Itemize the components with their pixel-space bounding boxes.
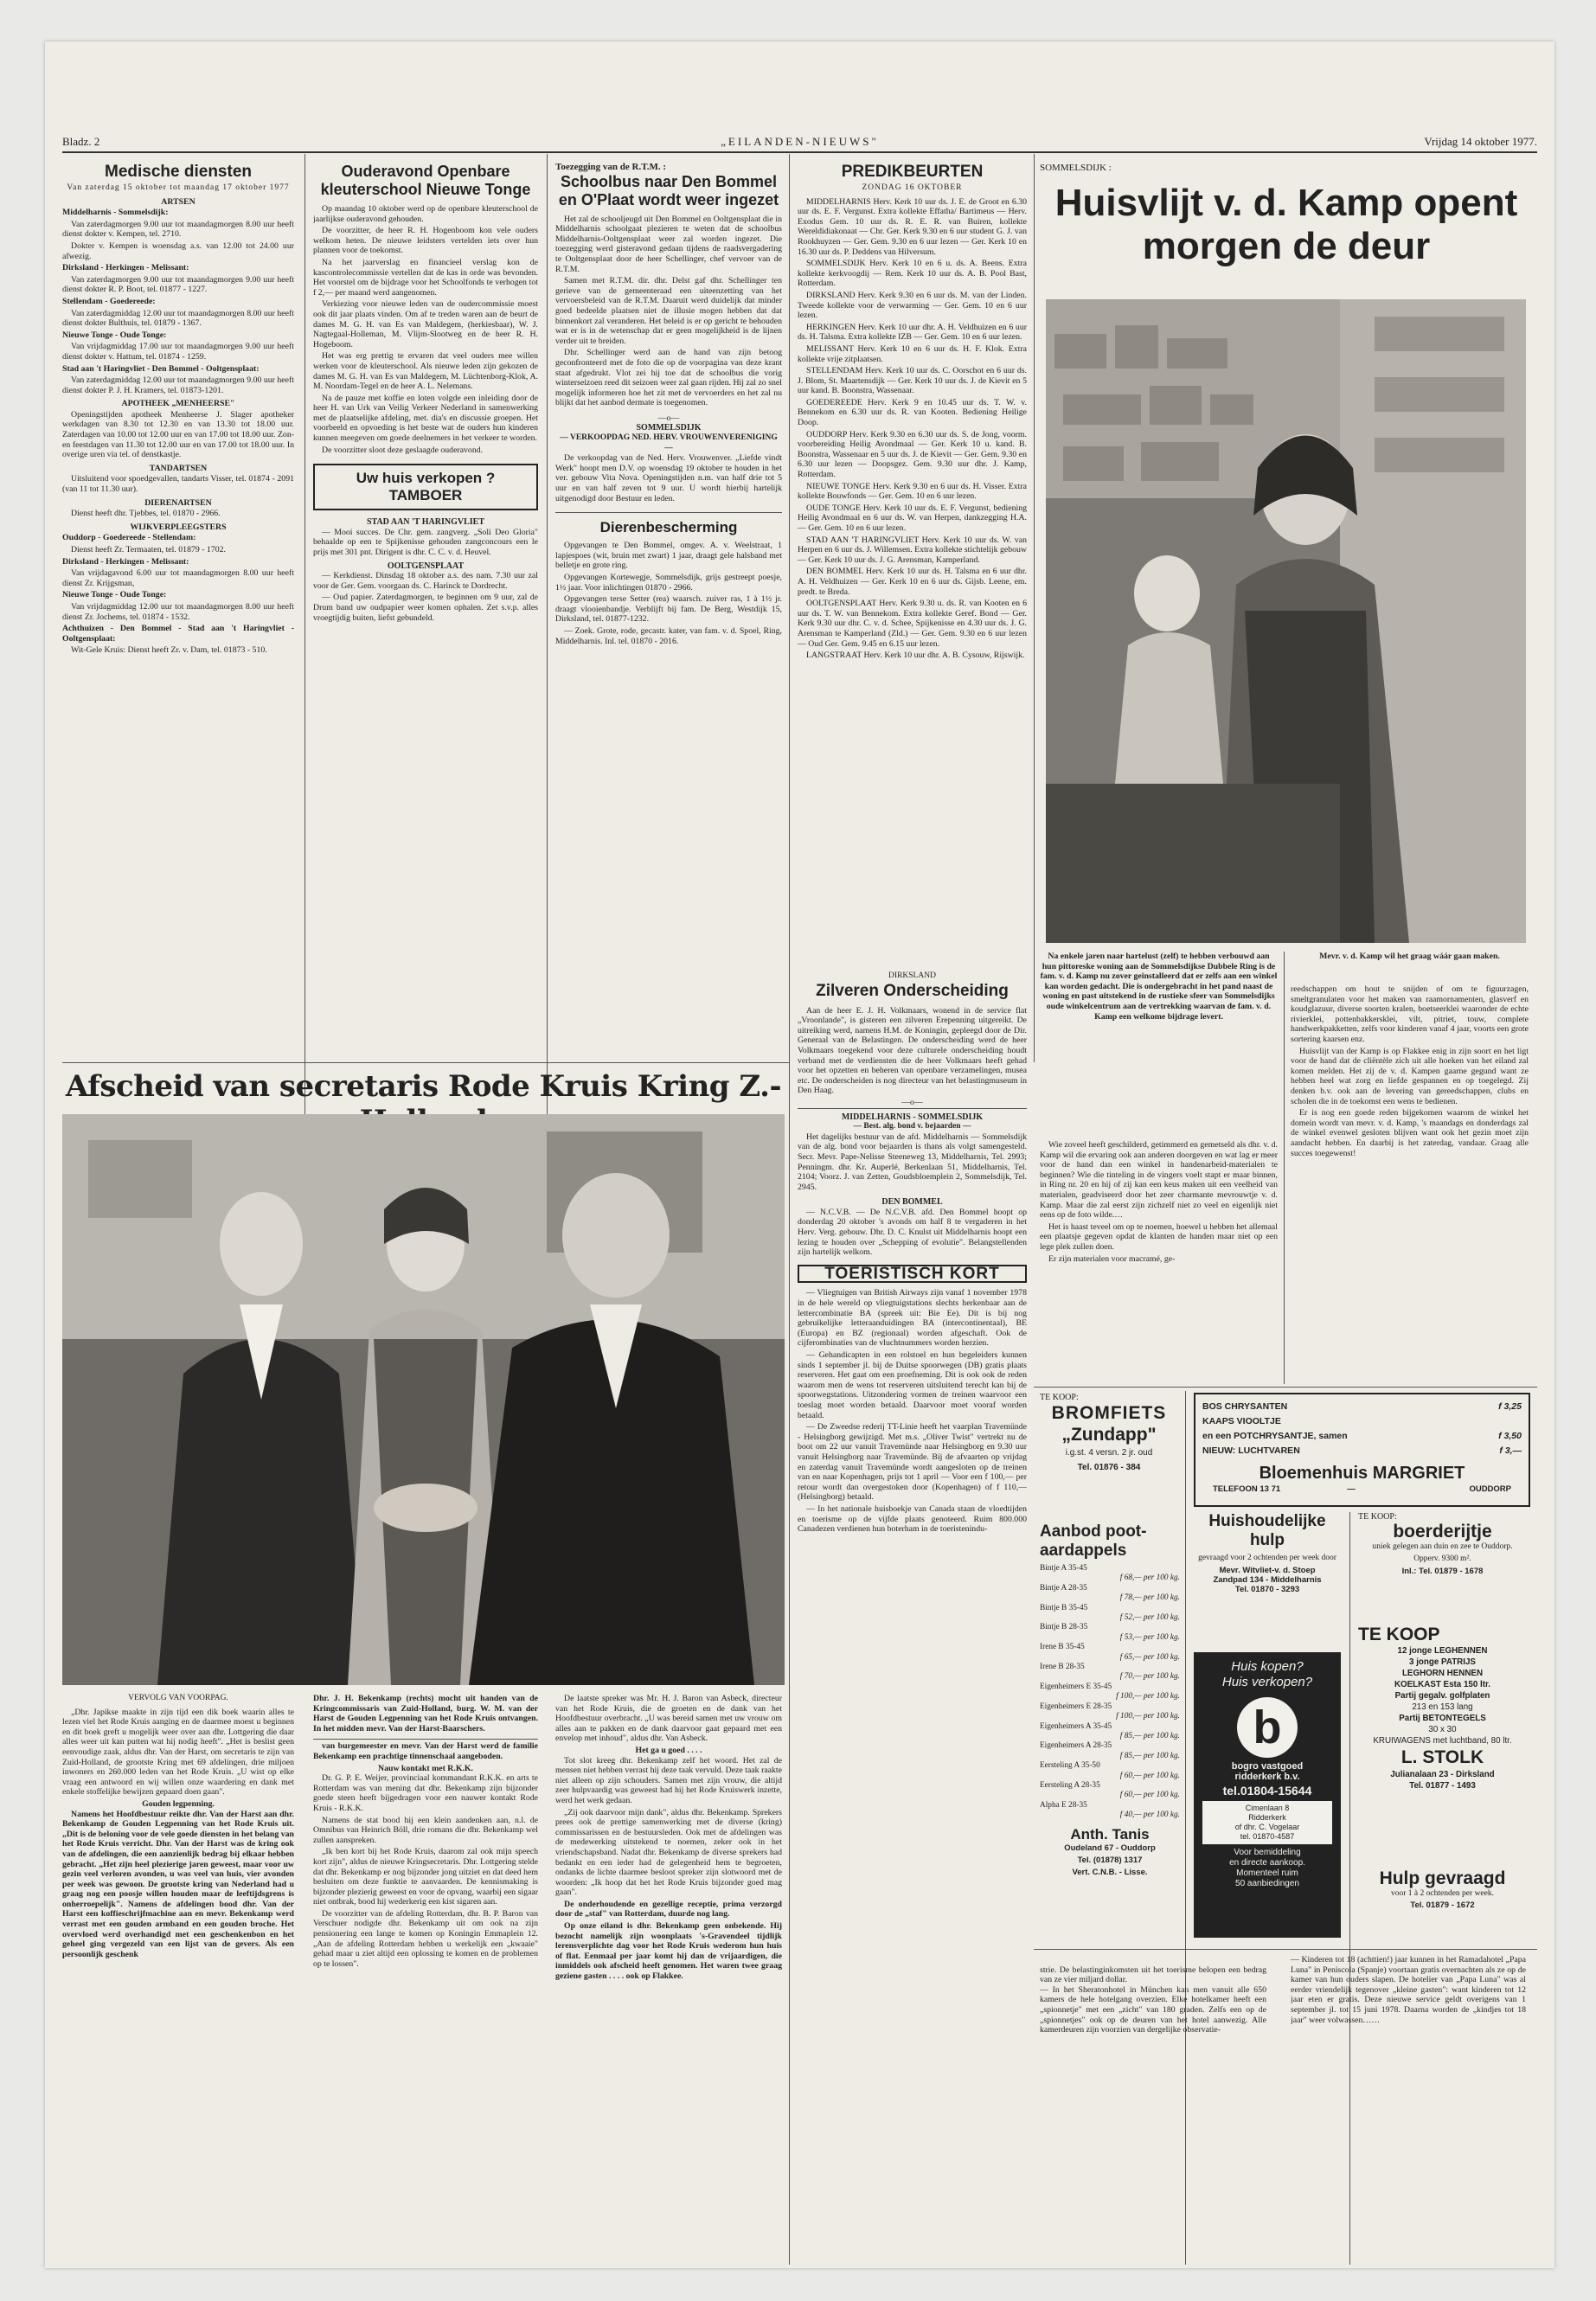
afscheid-c3-p2: Tot slot kreeg dhr. Bekenkamp zelf het woord. Het zal de mensen niet hebben verrast hij deze taak vervuld. Deze taak raakte niet alleen op zijn schouders. Samen met zijn vrouw, die altijd zeer hulpvaardig was geweest had hij het Rode Kruiswerk inzette, werd het werk gedaan. <box>555 1755 782 1805</box>
col-divider <box>1034 154 1035 1062</box>
huisvlijt-caption-right: Mevr. v. d. Kamp wil het graag wáár gaan maken. <box>1319 952 1500 961</box>
ornament: —o— <box>657 413 680 423</box>
aardappel-prijs: f 85,— per 100 kg. <box>1119 1731 1180 1740</box>
aardappel-rows <box>1040 1564 1180 1821</box>
toerisme-vervolg-left <box>1040 1955 1266 2249</box>
newspaper-page <box>45 42 1554 2268</box>
aardappel-prijs: f 100,— per 100 kg. <box>1116 1712 1180 1721</box>
huishoud-tel: Tel. 01870 - 3293 <box>1234 1585 1300 1594</box>
stolk-l6: 213 en 153 lang <box>1412 1702 1473 1712</box>
afscheid-c2-p1: van burgemeester en mevr. Van der Harst werd de familie Bekenkamp een prachtige tinnenschaal aangeboden. <box>313 1741 538 1761</box>
predik-para-13: LANGSTRAAT Herv. Kerk 10 uur dhr. A. B. Cysouw, Rijswijk. <box>806 651 1025 661</box>
somm-heading: SOMMELSDIJK <box>636 423 702 433</box>
toerisme-vervolg-right <box>1291 1955 1526 2249</box>
aardappel-firm: Anth. Tanis <box>1070 1825 1150 1843</box>
boerderij-text: uniek gelegen aan duin en zee te Ouddorp. <box>1372 1542 1513 1551</box>
medical-line-1: Middelharnis - Sommelsdijk: <box>62 208 169 218</box>
stolk-l4: KOELKAST Esta 150 ltr. <box>1394 1680 1491 1689</box>
aardappel-soort: Bintje B 28-35 <box>1040 1623 1088 1632</box>
zilver-title: Zilveren Onderscheiding <box>816 981 1009 1000</box>
rtm-body <box>555 215 782 408</box>
huishoud-naam: Mevr. Witvliet-v. d. Stoep <box>1219 1566 1316 1575</box>
medical-line-3: Dokter v. Kempen is woensdag a.s. van 12.00 tot 24.00 uur afwezig. <box>62 240 294 261</box>
ouderavond-para-0: Op maandag 10 oktober werd op de openbare kleuterschool de jaarlijkse ouderavond gehouden. <box>313 204 538 224</box>
zilveren-article <box>798 971 1027 2256</box>
ouderavond-para-6: De voorzitter sloot deze geslaagde ouderavond. <box>322 445 484 455</box>
afscheid-c2-p5: De voorzitter van de afdeling Rotterdam, dhr. B. P. Baron van Verschuer nodigde dhr. Bekenkamp uit om ook na zijn pensionering een lange te komen op Koningin Emmaplein 12. „Aan de afdeling Rotterdam hebben u werkelijk een „kwaaie" gehad maar u ziet altijd een oplossing te komen en de problemen op te lossen". <box>313 1908 538 1969</box>
huisvlijt-cap-left <box>1040 952 1278 1172</box>
predik-para-0: MIDDELHARNIS Herv. Kerk 10 uur ds. J. E. de Groot en 6.30 uur ds. E. F. Vergunst. Extra kollekte Effatha/ Bartimeus — Herv. Exodus Gem. 10 uur ds. R. E. R. van Buiren, kollekte Wereldidiakonaat — Chr. Ger. Kerk 9.30 en 6 uur student G. J. van Rookhuyzen — Ger. Gem. 9.30 en 6 uur lezen — Ger. Kerk 10 en 16.30 uur ds. P. Deddens van Hilversum. <box>798 196 1027 257</box>
tamboer-line2: TAMBOER <box>388 487 463 504</box>
margriet-ad <box>1194 1393 1530 1507</box>
stad-heading: STAD AAN 'T HARINGVLIET <box>366 517 485 528</box>
afscheid-c1-p1: „Dhr. Japikse maakte in zijn tijd een dik boek waarin alles te lezen viel het Rode Kruis aanging en de daarmee moest u beginnen en dit boek greft u mogelijk weer over aan dhr. Lottgering die daar alles weer uit kan putten wat hij nodig heeft". „Het is beslist geen eenvoudige zaak, aldus dhr. Van der Harst, om secretaris te zijn van Zuid-Holland, de grootste Kring met 69 afdelingen, drie miljoen inwoners en 260.000 leden van het Rode Kruis. „U wist op elke vraag een antwoord en wij willen onze waardering en dank met enkele stoffelijke bewijzen gepaard doen gaan". <box>62 1707 294 1798</box>
huisvlijt-p4: reedschappen om hout te snijden of om te figuurzagen, smeltgranulaten voor het maken van raamornamenten, glasverf en koudglazuur, diverse soorten kralen, boetseerklei waaronder de echte rivierklei, pottenbakkersklei, vilt, pitriet, touw, complete handwerkpakketten, zelfs voor kinderen vanaf 4 jaar, voorts een grote sortering kaarsen enz. <box>1291 984 1529 1044</box>
bommel-heading: DEN BOMMEL <box>881 1197 943 1208</box>
stad-text: — Mooi succes. De Chr. gem. zangverg. „Soli Deo Gloria" behaalde op een te Spijkenisse gehouden zangconcours een le prijs met 301 pnt. Dirigent is dhr. C. C. v. d. Heuvel. <box>313 527 538 558</box>
bromfiets-brand: „Zundapp" <box>1061 1425 1157 1445</box>
rtm-article <box>555 163 782 1058</box>
zilver-text: Aan de heer E. J. H. Volkmaars, wonend in de service flat „Vroonlande", is gisteren een zilveren Erepenning uitgereikt. De uitreiking werd, namens H.M. de Koningin, gepleegd door de Dir. Generaal van de Belastingen. De onderscheiding werd de heer Volkmaars toegekend voor deze culturele onderscheiding houdt verband met de verdiensten die de heer Volkmaars heeft gehad voor het opzetten en beheren van openbare verzamelingen, musea etc. De onderscheiden is nog directeur van het belastingmuseum in Den Haag. <box>798 1005 1027 1096</box>
tour-para-3: — In het nationale huisboekje van Canada staan de vloedtijden en toerisme op de vijfde plaats genoteerd. Ruim 800.000 Canadezen verdienen hun boterham in de toeristenindu- <box>798 1503 1027 1535</box>
aardappel-title: Aanbod poot-aardappels <box>1040 1522 1147 1560</box>
col-divider <box>547 154 548 1166</box>
bogro-l1: Huis kopen? <box>1231 1659 1304 1674</box>
ouderavond-title: Ouderavond Openbare kleuterschool Nieuwe Tonge <box>320 163 531 198</box>
hulp-text: voor 1 à 2 ochtenden per week. <box>1391 1889 1494 1898</box>
page-header <box>62 132 1537 153</box>
huishoud-ad <box>1194 1512 1341 1642</box>
hulp-ad <box>1358 1868 1527 1942</box>
medical-line-7: Van zaterdagmiddag 12.00 uur tot maandagmorgen 8.00 uur heeft dienst dokter Bulthuis, tel. 01879 - 1367. <box>62 308 294 329</box>
margriet-sep: — <box>1347 1484 1356 1494</box>
col-divider <box>304 154 305 1166</box>
col-divider <box>789 154 790 2265</box>
stolk-adres: Julianalaan 23 - Dirksland <box>1390 1770 1495 1779</box>
rtm-para-0: Het zal de schooljeugd uit Den Bommel en Ooltgensplaat die in Middelharnis schoolgaat plezieren te weten dat de schoolbus Middelharnis-Ooltgensplaat weer zal worden ingezet. Die toezegging werd gisteravond gedaan tijdens de raadsvergadering te Ooltgensplaat door de heer Schellinger, chef vervoer van de R.T.M. <box>555 214 782 274</box>
stolk-l8: 30 x 30 <box>1428 1725 1457 1734</box>
huisvlijt-photo <box>1046 299 1526 943</box>
afscheid-col-2 <box>313 1694 538 2256</box>
predikbeurten-article <box>798 163 1027 954</box>
medical-line-0: ARTSEN <box>161 196 195 207</box>
stolk-l2: 3 jonge PATRIJS <box>1409 1657 1476 1667</box>
medical-title: Medische diensten <box>105 163 252 181</box>
medical-line-10: Stad aan 't Haringvliet - Den Bommel - Ooltgensplaat: <box>62 363 260 374</box>
afscheid-c2-p4: „Ik ben kort bij het Rode Kruis, daarom zal ook mijn speech kort zijn", aldus de nieuwe Kringsecretaris. Dhr. Lottgering stelde dat dhr. Bekenkamp er nog bijzonder jong uitziet en dat deed hem besluiten om deze funktie te aanvaarden. De kennismaking is bijzonder plezierig geweest en voor de opvang, waarbij een sigaar niet ontbrak, bood hij wederkerig een kist sigaren aan. <box>313 1847 538 1907</box>
tamboer-ad <box>313 464 538 510</box>
aardappel-prijs: f 52,— per 100 kg. <box>1119 1613 1180 1623</box>
ouderavond-para-4: Het was erg prettig te ervaren dat veel ouders mee willen werken voor de kleuterschool. Als nieuwe leden zijn gekozen de dames M. G. H. van Es van Maldegem, M. Lüchtenborg-Klok, A. M. Noordam-Tegel en de heer A. L. Nelemans. <box>313 351 538 392</box>
bogro-a2: Ridderkerk <box>1248 1813 1286 1822</box>
aardappel-soort: Eigenheimers A 35-45 <box>1040 1721 1112 1731</box>
section-divider <box>1034 1949 1537 1950</box>
aardappel-soort: Eigenheimers E 35-45 <box>1040 1682 1112 1691</box>
huisvlijt-body-right <box>1291 984 1529 1382</box>
medical-body <box>62 197 294 656</box>
margriet-plaats: OUDDORP <box>1469 1484 1511 1494</box>
bogro-s4: 50 aanbiedingen <box>1235 1879 1299 1888</box>
bromfiets-tel: Tel. 01876 - 384 <box>1077 1463 1141 1472</box>
bogro-a4: tel. 01870-4587 <box>1240 1832 1295 1841</box>
huisvlijt-kop: SOMMELSDIJK : <box>1040 163 1112 173</box>
huisvlijt-p3: Er zijn materialen voor macramé, ge- <box>1048 1253 1176 1264</box>
medical-line-8: Nieuwe Tonge - Oude Tonge: <box>62 330 167 340</box>
predik-para-10: STAD AAN 'T HARINGVLIET Herv. Kerk 10 uur ds. W. van Herpen en 6 uur ds. J. Willemsen. Extra kollekte stichtelijk gebouw — Ger. Kerk 10 uur ds. J. G. Arensman, Kamperland. <box>798 535 1027 565</box>
margriet-pot-prijs: f 3,50 <box>1498 1431 1522 1441</box>
verkoop-heading: — VERKOOPDAG NED. HERV. VROUWENVERENIGING — <box>560 433 778 452</box>
boerderij-kop: TE KOOP: <box>1358 1512 1397 1522</box>
bogro-ad <box>1194 1652 1341 1938</box>
toerisme-right-text: — Kinderen tot 18 (achttien!) jaar kunnen in het Ramadahotel „Papa Luna" in Peniscola (Spanje) voortaan gratis overnachten als ze op de kamer van hun ouders slapen. De hotelier van „Papa Luna" was al eerder vriendelijk tegenover „kleine gasten": want kinderen tot 12 jaar eten er gratis. Deze nieuwe service geldt overigens van 1 september jl. tot 15 juni 1978. Daarna worden de „kindjes tot 18 jaar" weer volwassen…… <box>1291 1955 1526 2025</box>
bromfiets-title: BROMFIETS <box>1051 1403 1167 1423</box>
afscheid-c2-p3: Namens de stat bood hij een klein aandenken aan, n.l. de Omnibus van Heinrich Böll, drie romans die dhr. Bekenkamp wel zullen aanspreken. <box>313 1815 538 1845</box>
hulp-title: Hulp gevraagd <box>1379 1868 1506 1888</box>
oolt-text-1: — Kerkdienst. Dinsdag 18 oktober a.s. des nam. 7.30 uur zal voor de Ger. Gem. voorgaan ds. C. Harinck te Dordrecht. <box>313 571 538 591</box>
aardappel-soort: Irene B 28-35 <box>1040 1663 1085 1672</box>
ornament: —o— <box>901 1097 923 1107</box>
huisvlijt-p5: Huisvlijt van der Kamp is op Flakkee enig in zijn soort en het ligt voor de hand dat de cliëntèle zich uit alle hoeken van het eiland zal komen melden. Het zij de v. d. Kampen gaarne gegund want ze hebben heel wat zorg en liefde gespannen en op toegelegd. Zij denken b.v. ook aan de levering van gereedschappen, clubs en scholen die in de toekomst een wens te bedienen. <box>1291 1046 1529 1106</box>
ouderavond-para-2: Na het jaarverslag en financieel verslag kon de kascontrolecommissie vertellen dat de kas in orde was bevonden. Het voorstel om de bijdrage voor het Schoolfonds te verhogen tot f 2,— per maand werd aangenomen. <box>313 257 538 298</box>
tamboer-line1: Uw huis verkopen ? <box>356 470 496 487</box>
tour-para-1: — Gehandicapten in een rolstoel en hun begeleiders kunnen sinds 1 september jl. bij de Duitse spoorwegen (DB) gratis plaats reserveren. Het gaat om een proefneming. Dit is ook ook de reden waarom men de wens tot reserveren uitsluitend terecht kan bij de spoorwegstations. Uitzondering vormen de treinen waarvoor een toeslag moet worden betaald. Daarvoor moet vooraf worden betaald. <box>798 1350 1027 1420</box>
toeristisch-body <box>798 1288 1027 1534</box>
bogro-l2: Huis verkopen? <box>1221 1675 1313 1689</box>
afscheid-col-3 <box>555 1694 782 2256</box>
predik-subtitle: ZONDAG 16 OKTOBER <box>862 183 963 192</box>
afscheid-c1-sub: Gouden legpenning. <box>142 1798 215 1809</box>
medical-line-5: Van zaterdagmorgen 9.00 uur tot maandagmorgen 9.00 uur heeft dienst dokter R. P. Boot, tel. 01877 - 1227. <box>62 274 294 295</box>
aardappel-soort: Bintje A 28-35 <box>1040 1583 1087 1593</box>
medical-line-11: Van zaterdagmiddag 12.00 uur tot maandagmorgen 9.00 uur heeft dienst dokter P. J. H. Kramers, tel. 01873-1201. <box>62 375 294 395</box>
bogro-logo-icon: b <box>1237 1697 1298 1758</box>
predik-title: PREDIKBEURTEN <box>841 163 984 181</box>
ouderavond-body <box>313 204 538 455</box>
afscheid-c3-sub: Het ga u goed . . . . <box>635 1745 702 1755</box>
medical-line-23: Nieuwe Tonge - Oude Tonge: <box>62 590 167 600</box>
margriet-name: Bloemenhuis MARGRIET <box>1259 1464 1465 1483</box>
afscheid-c2-sub: Nauw kontakt met R.K.K. <box>378 1763 473 1773</box>
stolk-tel: Tel. 01877 - 1493 <box>1409 1781 1476 1791</box>
medical-line-2: Van zaterdagmorgen 9.00 uur tot maandagmorgen 8.00 uur heeft dienst dokter v. Kempen, tel. 2710. <box>62 219 294 240</box>
oolt-text-2: — Oud papier. Zaterdagmorgen, te beginnen om 9 uur, zal de Drum band uw oudpapier weer komen ophalen. Zet s.v.p. alles vroegtijdig buiten, liefst gebundeld. <box>313 593 538 623</box>
predik-para-3: HERKINGEN Herv. Kerk 10 uur dhr. A. H. Veldhuizen en 6 uur ds. H. Talsma. Extra kollekte IZB — Ger. Gem. 10 en 6 uur lezen. <box>798 322 1027 343</box>
boerderij-ad <box>1358 1512 1527 1616</box>
aardappel-prijs: f 100,— per 100 kg. <box>1116 1692 1180 1702</box>
vervolg-heading: VERVOLG VAN VOORPAG. <box>128 1694 228 1702</box>
aardappel-soort: Eersteling A 35-50 <box>1040 1761 1100 1771</box>
bejaard-heading: MIDDELHARNIS - SOMMELSDIJK <box>798 1108 1027 1123</box>
dier-para-3: — Zoek. Grote, rode, gecastr. kater, van fam. v. d. Spoel, Ring, Middelharnis. Inl. tel. 01870 - 2016. <box>555 625 782 646</box>
afscheid-c2-p2: Dr. G. P. E. Weijer, provinciaal kommandant R.K.K. en arts te Rotterdam was van mening dat dhr. Bekenkamp zijn bijzonder goede steen heeft bijgedragen voor een nauwer kontakt Rode Kruis - R.K.K. <box>313 1773 538 1813</box>
afscheid-c3-p5: Op onze eiland is dhr. Bekenkamp geen onbekende. Hij bezocht namelijk zijn woonplaats 's-Gravendeel tijdlijk lerensverplichte dag voor het Rode Kruis wederom hun huis of flat. Eenmaal per jaar komt hij dan de vrijaardigen, die inmiddels ook afscheid heeft genomen. Het waren twee graag geziene gasten . . . . ook op Flakkee. <box>555 1921 782 1982</box>
huisvlijt-p1: Wie zoveel heeft geschilderd, getimmerd en gemetseld als dhr. v. d. Kamp wil die ervaring ook aan anderen doorgeven en wat lag er meer voor de hand dan een winkel in handenarbeid-materialen te beginnen? Wie die tinteling in de vingers voelt stapt er maar binnen, in Ring nr. 20 en hij of zij kan een keus maken uit een veelheid van materialen, geadviseerd door het zeer charmante mevrouwtje v. d. Kamp. Maar die zal eerst zijn zichzelf niet zo veel en eigenlijk niet eens op de foto wilde.… <box>1040 1140 1278 1221</box>
medical-subtitle: Van zaterdag 15 oktober tot maandag 17 oktober 1977 <box>67 183 290 192</box>
predik-para-8: NIEUWE TONGE Herv. Kerk 9.30 en 6 uur ds. H. Visser. Extra kollekte Bouwfonds — Ger. Gem. 10 en 6 uur lezen. <box>798 481 1027 502</box>
aardappel-soort: Bintje A 35-45 <box>1040 1564 1087 1573</box>
oolt-heading: OOLTGENSPLAAT <box>387 561 465 571</box>
aardappel-tel: Tel. (01878) 1317 <box>1077 1855 1143 1865</box>
boerderij-title: boerderijtje <box>1393 1522 1492 1541</box>
medical-line-21: Dirksland - Herkingen - Melissant: <box>62 556 189 567</box>
huisvlijt-caption-left: Na enkele jaren naar hartelust (zelf) te hebben verbouwd aan hun pittoreske woning aan de Sommelsdijkse Dubbele Ring is de fam. v. d. Kamp nu zover geinstalleerd dat er zelfs aan een winkel kan worden gedacht. Die is ondergebracht in het pand naast de woning en past uitstekend in de rustieke sfeer van Sommelsdijks oude winkelcentrum aan de vertrekking waarvan de fam. v. d. Kamp een welkome bijdrage levert. <box>1040 952 1278 1022</box>
predik-para-7: OUDDORP Herv. Kerk 9.30 en 6.30 uur ds. S. de Jong, voorm. voorbereiding Heilig Avondmaal — Ger. Kerk 10 u. kand. B. Boonstra, Wassenaar en 5 uur ds. J. de Kievit — Ger. Gem. 9.30 en 6.30 uur lezen — Doopsgez. Gem. 9.30 uur dhr. J. Kamp, Rotterdam. <box>798 429 1027 480</box>
huisvlijt-body-left <box>1040 1140 1278 1382</box>
bommel-text: — N.C.V.B. — De N.C.V.B. afd. Den Bommel hoopt op donderdag 20 oktober 's avonds om half 8 te vergaderen in het Herv. Verg. gebouw. Dhr. D. C. Knulst uit Middelharnis hoopt een lezing te houden over „Schepping of evolutie". Belangstellenden zijn hartelijk welkom. <box>798 1207 1027 1258</box>
predik-para-4: MELISSANT Herv. Kerk 10 en 6 uur ds. H. F. Klok. Extra kollekte vrije zitplaatsen. <box>798 343 1027 364</box>
predik-para-12: OOLTGENSPLAAT Herv. Kerk 9.30 u. ds. R. van Kooten en 6 uur ds. T. W. van Bennekom. Extra kollekte Geref. Bond — Ger. Kerk 9.30 uur dhr. C. v. d. Schee, Spijkenisse en 4.30 uur ds. J. G. Arensman te Kamperland (Zld.) — Ger. Gem. 9.30 en 6 uur lezen — Oud Ger. Gem. 9.45 en 6.15 uur lezen. <box>798 599 1027 649</box>
toeristisch-title: TOERISTISCH KORT <box>798 1265 1027 1284</box>
aardappel-prijs: f 78,— per 100 kg. <box>1119 1593 1180 1603</box>
medical-line-20: Dienst heeft Zr. Termaaten, tel. 01879 - 1702. <box>71 545 226 554</box>
page-number: Bladz. 2 <box>62 135 100 148</box>
bogro-naam: bogro vastgoed <box>1231 1761 1304 1772</box>
ouderavond-para-3: Verkiezing voor nieuwe leden van de oudercommissie moest ook dit jaar plaats vinden. Om af te treden waren aan de beurt de dames M. G. H. van Es van Maldegem, (herkiesbaar), W. J. Nagtegaal-Holleman, M. Vlijm-Slootweg en de heer R. H. Hogeboom. <box>313 299 538 349</box>
paper-name: „EILANDEN-NIEUWS" <box>721 135 879 148</box>
medical-line-9: Van vrijdagmiddag 17.00 uur tot maandagmorgen 9.00 uur heeft dienst dokter v. Hattum, tel. 01874 - 1259. <box>62 342 294 362</box>
dier-para-0: Opgevangen te Den Bommel, omgev. A. v. Weelstraat, 1 lapjespoes (wit, bruin met zwart) 1 jaar, draagt gele halsband met belletje en grote ring. <box>555 541 782 571</box>
hulp-tel: Tel. 01879 - 1672 <box>1410 1900 1475 1910</box>
bromfiets-kop: TE KOOP: <box>1040 1393 1079 1402</box>
huishoud-title: Huishoudelijke hulp <box>1208 1512 1326 1549</box>
rtm-para-1: Samen met R.T.M. dir. dhr. Delst gaf dhr. Schellinger ten gerieve van de gemeenteraad een uiteenzetting van het vervoersbeleid van de R.T.M. Daaruit werd duidelijk dat minder goed bedeelde plaatsen niet de illusie mogen hebben dat dat binnenkort zal veranderen. Het beleid is er op gericht te behouden wat er is in de wetenschap dat er geen mogelijkheid is de lijnen verder uit te breiden. <box>555 276 782 346</box>
afscheid-photo <box>62 1114 785 1685</box>
bogro-s2: en directe aankoop. <box>1229 1858 1305 1868</box>
aardappel-ad <box>1040 1522 1180 1929</box>
col-divider <box>1284 952 1285 1384</box>
afscheid-title: Afscheid van secretaris Rode Kruis Kring Z.- <box>65 1069 782 1104</box>
bejaard-text: Het dagelijks bestuur van de afd. Middelharnis — Sommelsdijk van de alg. bond voor bejaarden is thans als volgt samengesteld. Secr. Mevr. Pape-Nelisse Steeneweg 13, Middelharnis, Tel. 2993; Penningm. dhr. Kr. Auperlé, Berkenlaan 51, Middelharnis, Tel. 2104; Voorz. J. van Zetten, Goudsbloemplein 2, Sommelsdijk, Tel. 2945. <box>798 1131 1027 1192</box>
afscheid-c1-p2: Namens het Hoofdbestuur reikte dhr. Van der Harst aan dhr. Bekenkamp de Gouden Legpenning van het Rode Kruis uit. „Dit is de beloning voor de vele goede diensten in het belang van het Rode Kruis verricht. Dhr. Van der Harst was de kring ook van de afdelingen, die een aanzienlijk bedrag bij elkaar hebben gebracht. „Het zijn heel plezierige jaren geweest, maar voor uw gezin veel verloren avonden, u was veel van huis, vier avonden per week was gewoon. De grootste kring van Nederland had u graag nog een poosje willen houden maar de leeftijdsgrens is onherroepelijk". Namens de afdelingen bood dhr. Van der Harst een koffieschrijfmachine aan en mevr. Bekenkamp werd verrast met een gouden armband en een gouden broche. Het overvloed werd overhandigd met een geschenkenbon en het geheel ging vergezeld van een lijst van de gevers. Als een persoonlijk geschenk <box>62 1809 294 1959</box>
rtm-title: Schoolbus naar Den Bommel en O'Plaat wordt weer ingezet <box>558 172 779 208</box>
medical-line-24: Van vrijdagmiddag 12.00 uur tot maandagmorgen 8.00 uur heeft dienst Zr. Jochems, tel. 01874 - 1532. <box>62 601 294 622</box>
predik-para-1: SOMMELSDIJK Herv. Kerk 10 en 6 u. ds. A. Beens. Extra kollekte kerkvoogdij — Rem. Kerk 10 uur ds. A. B. Pool Bast, Rotterdam. <box>798 259 1027 289</box>
predik-para-5: STELLENDAM Herv. Kerk 10 uur ds. C. Oorschot en 6 uur ds. J. Blom, St. Maartensdijk — Ger. Kerk 10 uur ds. J. de Kievit en 5 uur kand. B. Boonstra, Wassenaar. <box>798 366 1027 396</box>
predik-para-9: OUDE TONGE Herv. Kerk 10 uur ds. E. F. Vergunst, bediening Heilig Avondmaal en 6 uur ds. W. van Herpen, dankzegging H.A. — Ger. Gem. 10 en 6 uur lezen. <box>798 503 1027 533</box>
stolk-l7: Partij BETONTEGELS <box>1399 1714 1486 1723</box>
stolk-ad <box>1358 1625 1527 1858</box>
section-divider <box>62 1062 789 1063</box>
section-divider <box>1034 1387 1537 1388</box>
aardappel-prijs: f 65,— per 100 kg. <box>1119 1652 1180 1662</box>
medical-line-26: Wit-Gele Kruis: Dienst heeft Zr. v. Dam, tel. 01873 - 510. <box>71 645 267 656</box>
medical-line-6: Stellendam - Goedereede: <box>62 296 156 306</box>
stolk-l5: Partij gegalv. golfplaten <box>1394 1691 1490 1701</box>
medical-line-14: TANDARTSEN <box>149 463 208 473</box>
tour-para-2: — De Zweedse rederij TT-Linie heeft het vaarplan Travemünde - Helsingborg gewijzigd. Met m.s. „Oliver Twist" vertrekt nu de boot om 22 uur vanuit Travemünde naar Helsingborg en 9.30 uur vanuit Helsingborg naar Travemünde. Bij de afvaarten op vrijdag en zaterdag vanuit Travemünde wordt aangesloten op de treinen van en naar Kopenhagen, prijs tot 1 april — Voor een f 100,— per retour wordt dan overgestoken door (Kopenhagen) of f 110,— (Helsingborg) betaald. <box>798 1422 1027 1503</box>
medical-line-15: Uitsluitend voor spoedgevallen, tandarts Visser, tel. 01874 - 2091 (van 11 tot 11.30 uur). <box>62 474 294 495</box>
predik-body <box>798 197 1027 661</box>
margriet-bos: BOS CHRYSANTEN <box>1202 1401 1288 1412</box>
margriet-viooltje: KAAPS VIOOLTJE <box>1202 1416 1281 1426</box>
stolk-l9: KRUIWAGENS met luchtband, 80 ltr. <box>1373 1736 1512 1746</box>
margriet-varen: NIEUW: LUCHTVAREN <box>1202 1445 1300 1456</box>
dierenbescherming-title: Dierenbescherming <box>555 512 782 537</box>
huishoud-adres: Zandpad 134 - Middelharnis <box>1213 1575 1322 1585</box>
medical-line-18: WIJKVERPLEEGSTERS <box>130 522 227 532</box>
huisvlijt-title: Huisvlijt v. d. Kamp opent morgen de deur <box>1054 182 1518 267</box>
bromfiets-ad <box>1040 1393 1178 1514</box>
predik-para-11: DEN BOMMEL Herv. Kerk 10 uur ds. H. Talsma en 6 uur dhr. A. H. Veldhuizen — Ger. Kerk 10 en 6 uur ds. Gijsb. Leene, em. predt. te Breda. <box>798 567 1027 597</box>
ouderavond-para-1: De voorzitter, de heer R. H. Hogenboom kon vele ouders welkom heten. De nieuwe leidsters vertelden iets over hun plannen voor de toekomst. <box>313 226 538 256</box>
bogro-a1: Cimenlaan 8 <box>1245 1804 1290 1812</box>
aardappel-soort: Alpha E 28-35 <box>1040 1800 1087 1810</box>
huisvlijt-article <box>1040 163 1533 268</box>
aardappel-soort: Eigenheimers E 28-35 <box>1040 1702 1112 1711</box>
aardappel-prijs: f 60,— per 100 kg. <box>1119 1771 1180 1780</box>
medical-line-4: Dirksland - Herkingen - Melissant: <box>62 263 189 273</box>
afscheid-c3-p3: „Zij ook daarvoor mijn dank", aldus dhr. Bekenkamp. Sprekers prees ook de prettige samenwerking met de diverse (kring) commissarissen en de bestuursleden. Ook met de afdelingen was de medewerking uitstekend te noemen, zeker ook in het vriendschapsband. Nadat dhr. Bekenkamp de diverse sprekers had bedankt en een ieder had de gelegenheid hem te begroeten, ondanks de lichte daarmee besloot spreker zijn slotwoord met de woorden: „Ik hoop dat het het Rode Kruis bijzonder goed mag gaan". <box>555 1807 782 1898</box>
predik-para-6: GOEDEREEDE Herv. Kerk 9 en 10.45 uur ds. T. W. v. Bennekom en 6.30 uur ds. R. van Kooten. Bediening Heilige Doop. <box>798 397 1027 428</box>
bromfiets-details: i.g.st. 4 versn. 2 jr. oud <box>1065 1448 1153 1458</box>
aardappel-soort: Eigenheimers A 28-35 <box>1040 1741 1112 1751</box>
stolk-l1: 12 jonge LEGHENNEN <box>1397 1646 1488 1656</box>
medical-line-17: Dienst heeft dhr. Tjebbes, tel. 01870 - 2966. <box>71 509 221 519</box>
rtm-kop: Toezegging van de R.T.M. : <box>555 163 667 172</box>
aardappel-addr: Oudeland 67 - Ouddorp <box>1064 1843 1156 1853</box>
afscheid-photo-image <box>62 1114 785 1685</box>
aardappel-soort: Bintje B 35-45 <box>1040 1603 1088 1612</box>
boerderij-opp: Opperv. 9300 m². <box>1413 1554 1471 1563</box>
verkoop-text: De verkoopdag van de Ned. Herv. Vrouwenver. „Liefde vindt Werk" hoopt men D.V. op woensdag 19 oktober te houden in het ver. gebouw Vita Nova. Openingstijden n.m. van half drie tot 5 uur en van half zeven tot 9 uur. U wordt hierbij hartelijk uitgenodigd door Bestuur en leden. <box>555 453 782 503</box>
margriet-row4 <box>1202 1444 1522 1458</box>
aardappel-vert: Vert. C.N.B. - Lisse. <box>1072 1867 1148 1877</box>
medical-line-16: DIERENARTSEN <box>144 497 212 508</box>
bogro-adres <box>1202 1801 1332 1844</box>
tour-para-0: — Vliegtuigen van British Airways zijn vanaf 1 november 1978 in de hele wereld op vliegtuigstations slechts herkenbaar aan de lettercombinatie BA (spreek uit: Bie Ee). Dit is bij nog gebruikelijke letteraanduidingen BA (intercontinentaal), BE (Europa) en BZ (regionaal) worden afgeschaft. Ook de cijferombinaties van de vluchtnummers worden herzien. <box>798 1288 1027 1349</box>
dierenbescherming-body <box>555 541 782 646</box>
huisvlijt-p6: Er is nog een goede reden bijgekomen waarom de winkel het domein wordt van mevr. v. d. Kamp, 's maandags en donderdags zal de winkel evenwel gesloten blijven want ook het gezin moet zijn aandacht hebben. En daarbij is het zaterdag, vandaar. Graag alle succes toegewenst! <box>1291 1108 1529 1158</box>
aardappel-prijs: f 68,— per 100 kg. <box>1119 1574 1180 1583</box>
bogro-a3: of dhr. C. Vogelaar <box>1234 1823 1300 1831</box>
bejaard-kop: — Best. alg. bond v. bejaarden — <box>853 1122 971 1131</box>
toerisme-left-text: strie. De belastinginkomsten uit het toerisme belopen een bedrag van ze vier miljard dollar. — In het Sheratonhotel in München kan men vanuit alle 650 kamers de hele hotelgang overzien. Elke hotelkamer heeft een „spionnetje" met een „zicht" van 180 graden. Zelfs een op de „spionnetjes" ook op de deuren van het hotel aanwezig. Alle kamerdeuren zijn voorzien van dergelijke observatie- <box>1040 1965 1266 2035</box>
margriet-pot: en een POTCHRYSANTJE, samen <box>1202 1431 1348 1441</box>
boerderij-tel: Inl.: Tel. 01879 - 1678 <box>1401 1567 1484 1576</box>
margriet-varen-prijs: f 3,— <box>1499 1445 1522 1456</box>
medical-services-article <box>62 163 294 1062</box>
huisvlijt-p2: Het is haast teveel om op te noemen, hoewel u hebben het allemaal een plaatsje gegeven opdat de klanten de handen maar niet op een lege plek zullen doen. <box>1040 1221 1278 1252</box>
margriet-tel: TELEFOON 13 71 <box>1213 1484 1281 1494</box>
aardappel-prijs: f 40,— per 100 kg. <box>1119 1811 1180 1820</box>
dier-para-2: Opgevangen terse Setter (rea) waarsch. zuiver ras, 1 à 1½ jr. draagt vlooienbandje. Verblijft bij fam. De Berg, Westdijk 15, Dirksland, tel. 01877-1232. <box>555 594 782 625</box>
medical-line-22: Van vrijdagavond 6.00 uur tot maandagmorgen 8.00 uur heeft dienst Zr. Krijgsman, <box>62 568 294 588</box>
medical-line-25: Achthuizen - Den Bommel - Stad aan 't Haringvliet - Ooltgensplaat: <box>62 624 294 644</box>
bogro-s1: Voor bemiddeling <box>1234 1848 1301 1857</box>
predik-para-2: DIRKSLAND Herv. Kerk 9.30 en 6 uur ds. M. van der Linden. Tweede kollekte voor de verwarming — Ger. Gem. 10 en 6 uur lezen. <box>798 290 1027 321</box>
afscheid-caption: Dhr. J. H. Bekenkamp (rechts) mocht uit handen van de Kringcommissaris van Zuid-Holland, burg. W. M. van der Harst de Gouden Legpenning van het Rode Kruis ontvangen. In het midden mevr. Van der Harst-Baarschers. <box>313 1694 538 1740</box>
afscheid-col-1 <box>62 1694 294 2256</box>
medical-line-13: Openingstijden apotheek Menheerse J. Slager apotheker werkdagen van 8.30 tot 12.30 en van 13.30 tot 18.00 uur. Zaterdagen van 10.00 tot 12.00 uur en van 17.00 tot 18.00 uur. Zon- en feestdagen van 11.30 tot 12.00 uur en van 17.00 tot 18.00 uur. In overige uren via tel. of denstkastje. <box>62 409 294 460</box>
ouderavond-article <box>313 163 538 1058</box>
bogro-s3: Momenteel ruim <box>1236 1868 1298 1878</box>
margriet-footer <box>1213 1484 1511 1494</box>
aardappel-prijs: f 53,— per 100 kg. <box>1119 1632 1180 1642</box>
stolk-title: TE KOOP <box>1358 1625 1440 1644</box>
aardappel-prijs: f 85,— per 100 kg. <box>1119 1751 1180 1760</box>
margriet-row3 <box>1202 1429 1522 1444</box>
stolk-l3: LEGHORN HENNEN <box>1401 1669 1484 1678</box>
aardappel-prijs: f 70,— per 100 kg. <box>1119 1672 1180 1682</box>
huisvlijt-cap-right <box>1291 952 1529 977</box>
bogro-tel: tel.01804-15644 <box>1222 1784 1312 1798</box>
bogro-plaats: ridderkerk b.v. <box>1234 1772 1300 1782</box>
margriet-lines <box>1202 1400 1522 1458</box>
huishoud-text: gevraagd voor 2 ochtenden per week door <box>1198 1554 1336 1562</box>
margriet-row1 <box>1202 1400 1522 1414</box>
huisvlijt-photo-image <box>1046 299 1526 943</box>
afscheid-c3-p1: De laatste spreker was Mr. H. J. Baron van Asbeck, directeur van het Rode Kruis, die de groeten en de dank van het Hoofdbestuur overbracht. „U was bereid samen met uw vrouw om alles aan te pakken en de dank daarvoor gaat gepaard met een envelop met inhoud", aldus dhr. Van Asbeck. <box>555 1694 782 1744</box>
aardappel-soort: Eersteling A 28-35 <box>1040 1780 1100 1790</box>
zilver-kop: DIRKSLAND <box>888 971 936 980</box>
medical-line-19: Ouddorp - Goedereede - Stellendam: <box>62 533 196 543</box>
rtm-para-2: Dhr. Schellinger werd aan de hand van zijn betoog geconfronteerd met de foto die op de voorpagina van deze krant staat afgedrukt. Vlot zei hij toe dat de schoolbus die vorig winterseizoen reed dit seizoen weer zal gaan rijden. Hij zal zo snel mogelijk informeren hoe het zit met de vervoerders en het zal nu blijkt dat het aanbod dermate is toegenomen. <box>555 348 782 408</box>
medical-line-12: APOTHEEK „MENHEERSE" <box>121 399 235 409</box>
ouderavond-para-5: Na de pauze met koffie en loten volgde een inleiding door de heer H. van Urk van Veilig Verkeer Nederland in samenwerking met de plaatselijke afdeling, met. dia's en discussie groepen. Het voorbeeld en opvoeding is het beste wat de ouders hun kinderen kunnen meegeven om goede deelnemers in het verkeer te worden. <box>313 393 538 444</box>
stolk-name: L. STOLK <box>1401 1747 1484 1767</box>
aardappel-soort: Irene B 35-45 <box>1040 1643 1085 1652</box>
aardappel-prijs: f 60,— per 100 kg. <box>1119 1791 1180 1800</box>
margriet-bos-prijs: f 3,25 <box>1498 1401 1522 1412</box>
dier-para-1: Opgevangen Kortewegje, Sommelsdijk, grijs gestreept poesje, 1½ jaar. Voor inlichtingen 01870 - 2966. <box>555 573 782 593</box>
afscheid-c3-p4: De onderhoudende en gezellige receptie, prima verzorgd door de „staf" van Rotterdam, duurde nog lang. <box>555 1899 782 1920</box>
issue-date: Vrijdag 14 oktober 1977. <box>1424 135 1537 148</box>
